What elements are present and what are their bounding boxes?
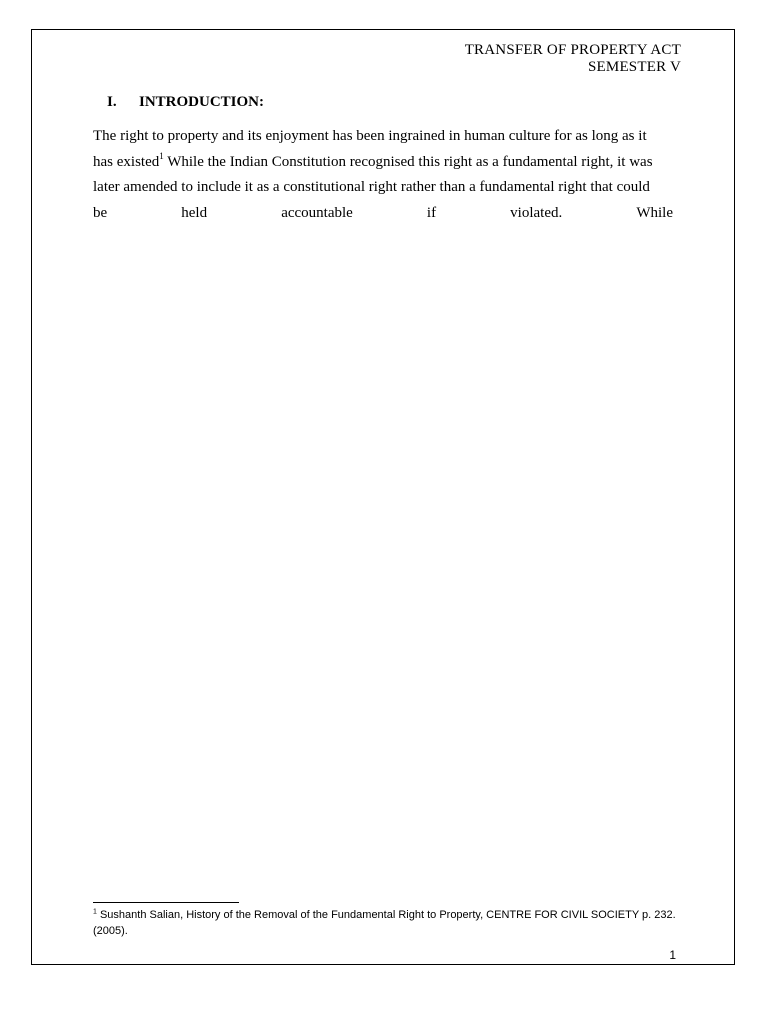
paragraph-word: if [426, 204, 437, 221]
paragraph-word: violated. [510, 204, 563, 221]
paragraph-line: The right to property and its enjoyment has been ingrained in human culture for as long as it [93, 128, 647, 144]
paragraph-word: held [181, 204, 208, 221]
paragraph-text: While the Indian Constitution recognised this right as a fundamental right, it was [163, 153, 653, 170]
paragraph-line [93, 150, 673, 176]
paragraph-word: be [93, 204, 108, 221]
footnote [93, 907, 683, 939]
footnote-marker: 1 [93, 908, 97, 916]
paragraph-line: later amended to include it as a constitutional right rather than a fundamental right that could [93, 179, 650, 195]
section-number: I. [107, 94, 117, 110]
paragraph-line-justified [93, 201, 673, 227]
section-title: INTRODUCTION: [139, 94, 265, 110]
section-heading [107, 93, 264, 111]
paragraph-text: has existed [93, 153, 160, 170]
header-title: TRANSFER OF PROPERTY ACT [464, 42, 681, 58]
introduction-paragraph [93, 124, 673, 226]
paragraph-word: While [636, 204, 673, 221]
page-number: 1 [669, 948, 676, 962]
footnote-reference[interactable]: 1 [159, 150, 164, 161]
running-header [465, 42, 681, 76]
paragraph-word: accountable [281, 204, 353, 221]
footnote-text: Sushanth Salian, History of the Removal of the Fundamental Right to Property, CENTRE FOR CIVIL SOCIETY p. 232. (2005). [93, 909, 676, 937]
footnote-separator [93, 902, 239, 903]
header-semester: SEMESTER V [588, 59, 681, 75]
